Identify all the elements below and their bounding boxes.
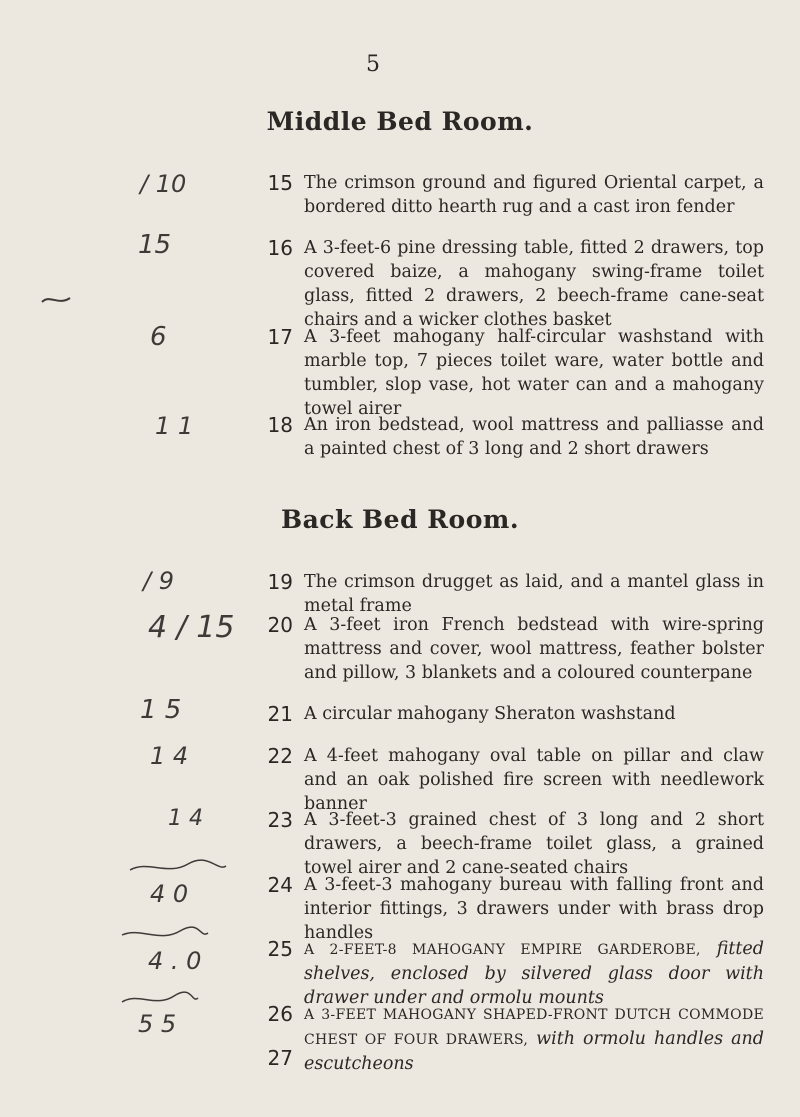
handwritten-price-note: 1 1 xyxy=(155,412,194,440)
lot-description: A 3-feet iron French bedstead with wire-spring mattress and cover, wool mattress, feather bolster and pillow, 3 blankets and a coloured counterpane xyxy=(304,615,764,683)
handwritten-price-note: / 9 xyxy=(143,567,174,595)
lot-number: 15 xyxy=(267,171,293,195)
handwritten-price-note: 5 5 xyxy=(138,1010,177,1038)
handwritten-price-note: / 10 xyxy=(140,170,187,198)
handwritten-price-note: 1 4 xyxy=(168,806,203,831)
lot-description: An iron bedstead, wool mattress and palliasse and a painted chest of 3 long and 2 short drawers xyxy=(304,415,764,459)
pencil-scribble-icon xyxy=(120,990,200,1010)
lot-number: 19 xyxy=(267,570,293,594)
handwritten-price-note: 4 . 0 xyxy=(148,947,202,975)
handwritten-price-note: 1 5 xyxy=(140,695,182,725)
lot-description xyxy=(304,937,764,1010)
lot-description: A 4-feet mahogany oval table on pillar and claw and an oak polished fire screen with needlework banner xyxy=(304,746,764,814)
pencil-scribble-icon xyxy=(128,858,228,878)
lot-description: A 3-feet mahogany half-circular washstand with marble top, 7 pieces toilet ware, water bottle and tumbler, slop vase, hot water can and a mahogany towel airer xyxy=(304,327,764,419)
lot-number: 22 xyxy=(267,744,293,768)
lot-description: A circular mahogany Sheraton washstand xyxy=(304,704,676,724)
lot-number: 21 xyxy=(267,702,293,726)
lot-detail-italic: with ormolu handles and escutcheons xyxy=(304,1029,764,1074)
lot-number: 16 xyxy=(267,236,293,260)
lot-description: A 3-feet-3 mahogany bureau with falling front and interior fittings, 3 drawers under with brass drop handles xyxy=(304,875,764,943)
handwritten-price-note: 1 4 xyxy=(150,742,189,770)
page-number: 5 xyxy=(366,52,380,77)
lot-number: 17 xyxy=(267,325,293,349)
lot-description: A 3-feet-3 grained chest of 3 long and 2 short drawers, a beech-frame toilet glass, a grained towel airer and 2 cane-seated chairs xyxy=(304,810,764,878)
lot-number: 26 xyxy=(267,1002,293,1026)
lot-number: 27 xyxy=(267,1046,293,1070)
lot-description xyxy=(304,1002,764,1076)
lot-detail-italic: fitted shelves, enclosed by silvered glass door with drawer under and ormolu mounts xyxy=(304,939,764,1008)
lot-number: 24 xyxy=(267,873,293,897)
pencil-scribble-icon xyxy=(40,290,80,310)
handwritten-price-note: 4 / 15 xyxy=(148,610,235,645)
lot-title-caps: A 3-FEET MAHOGANY SHAPED-FRONT DUTCH COMMODE CHEST OF FOUR DRAWERS, xyxy=(304,1007,764,1048)
handwritten-price-note: 15 xyxy=(138,230,172,260)
lot-description: The crimson drugget as laid, and a mantel glass in metal frame xyxy=(304,572,764,616)
handwritten-price-note: 4 0 xyxy=(150,880,189,908)
lot-number: 18 xyxy=(267,413,293,437)
lot-title-caps: A 2-FEET-8 MAHOGANY EMPIRE GARDEROBE, xyxy=(304,942,701,958)
handwritten-price-note: 6 xyxy=(150,322,167,352)
lot-description: A 3-feet-6 pine dressing table, fitted 2 drawers, top covered baize, a mahogany swing-frame toilet glass, fitted 2 drawers, 2 beech-frame cane-seat chairs and a wicker clothes basket xyxy=(304,238,764,330)
pencil-scribble-icon xyxy=(120,925,210,945)
section-title-middle-bed-room: Middle Bed Room. xyxy=(266,107,534,136)
section-title-back-bed-room: Back Bed Room. xyxy=(280,505,520,534)
lot-number: 25 xyxy=(267,937,293,961)
lot-number: 20 xyxy=(267,613,293,637)
lot-number: 23 xyxy=(267,808,293,832)
lot-description: The crimson ground and figured Oriental carpet, a bordered ditto hearth rug and a cast iron fender xyxy=(304,173,764,217)
